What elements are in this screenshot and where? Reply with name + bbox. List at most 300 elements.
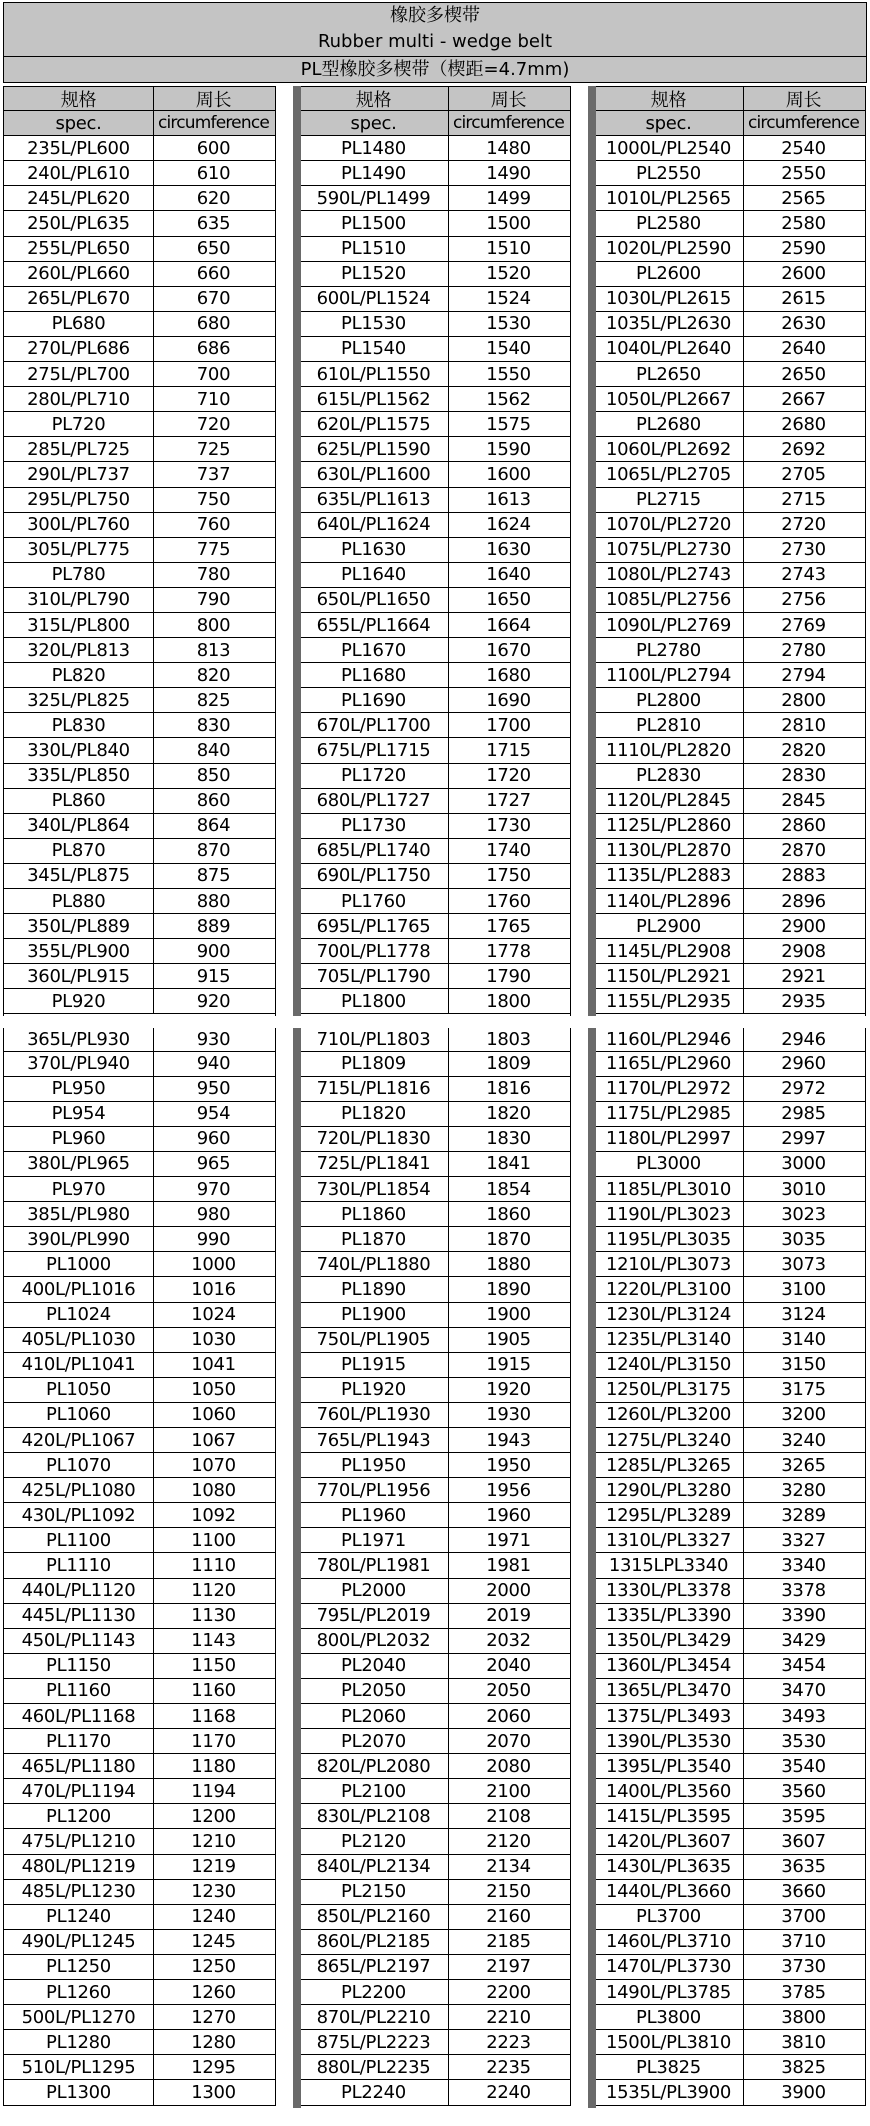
table-row <box>594 1629 865 1654</box>
circumference-cell: 2883 <box>781 865 826 887</box>
spec-cell: 1285L/PL3265 <box>594 1453 744 1477</box>
circumference-cell: 1800 <box>486 990 531 1012</box>
spec-cell: 1010L/PL2565 <box>594 186 744 210</box>
spec-cell: 1100L/PL2794 <box>594 663 744 687</box>
table-row <box>299 713 570 738</box>
table-row <box>299 1428 570 1453</box>
header-row-en <box>4 111 275 136</box>
table-row <box>299 839 570 864</box>
spec-cell: 740L/PL1880 <box>299 1252 449 1276</box>
table-row <box>4 1654 275 1679</box>
spec-cell: 870L/PL2210 <box>299 2005 449 2029</box>
table-row <box>4 1428 275 1453</box>
spec-cell: 830L/PL2108 <box>299 1804 449 1828</box>
spec-cell: 490L/PL1245 <box>4 1930 154 1954</box>
circumference-cell: 3700 <box>781 1906 826 1928</box>
circumference-cell: 2730 <box>781 539 826 561</box>
circumference-cell: 1670 <box>486 639 531 661</box>
circumference-cell: 1530 <box>486 313 531 335</box>
spec-cell: 720L/PL1830 <box>299 1127 449 1151</box>
table-row <box>594 1403 865 1428</box>
circumference-cell: 790 <box>196 589 231 611</box>
spec-cell: PL2060 <box>299 1704 449 1728</box>
header-row-en <box>299 111 570 136</box>
spec-cell: 1065L/PL2705 <box>594 462 744 486</box>
table-row <box>299 1378 570 1403</box>
spec-cell: PL1300 <box>4 2080 154 2104</box>
column-group-3 <box>593 86 866 2106</box>
circumference-cell: 1778 <box>486 940 531 962</box>
table-row <box>299 964 570 989</box>
table-row <box>594 2005 865 2030</box>
spec-cell: 1060L/PL2692 <box>594 437 744 461</box>
circumference-cell: 3730 <box>781 1956 826 1978</box>
column-separator <box>588 86 596 2108</box>
circumference-cell: 1270 <box>191 2006 236 2028</box>
circumference-cell: 1870 <box>486 1228 531 1250</box>
circumference-cell: 1540 <box>486 338 531 360</box>
table-row <box>594 1077 865 1102</box>
spec-cell: 255L/PL650 <box>4 237 154 261</box>
circumference-cell: 2080 <box>486 1755 531 1777</box>
table-row <box>594 1378 865 1403</box>
spec-cell: 780L/PL1981 <box>299 1553 449 1577</box>
circumference-cell: 1575 <box>486 413 531 435</box>
spec-cell: PL970 <box>4 1177 154 1201</box>
circumference-cell: 3470 <box>781 1680 826 1702</box>
circumference-cell: 954 <box>196 1103 231 1125</box>
table-row <box>299 1503 570 1528</box>
spec-cell: 370L/PL940 <box>4 1052 154 1076</box>
table-row <box>299 186 570 211</box>
circumference-cell: 1960 <box>486 1504 531 1526</box>
spec-cell: 385L/PL980 <box>4 1202 154 1226</box>
circumference-cell: 1600 <box>486 463 531 485</box>
spec-cell: 620L/PL1575 <box>299 412 449 436</box>
circumference-cell: 2820 <box>781 739 826 761</box>
table-row <box>594 1202 865 1227</box>
spec-cell: PL2150 <box>299 1880 449 1904</box>
table-row <box>299 613 570 638</box>
spec-cell: 650L/PL1650 <box>299 588 449 612</box>
circumference-cell: 3035 <box>781 1228 826 1250</box>
circumference-cell: 2705 <box>781 463 826 485</box>
circumference-cell: 1562 <box>486 388 531 410</box>
circumference-cell: 2680 <box>781 413 826 435</box>
table-row <box>594 1679 865 1704</box>
circumference-cell: 3390 <box>781 1605 826 1627</box>
table-row <box>299 211 570 236</box>
circumference-cell: 2769 <box>781 614 826 636</box>
spec-cell: 1220L/PL3100 <box>594 1277 744 1301</box>
circumference-cell: 2580 <box>781 213 826 235</box>
table-row <box>4 1077 275 1102</box>
circumference-cell: 775 <box>196 539 231 561</box>
table-row <box>299 1077 570 1102</box>
spec-cell: 710L/PL1803 <box>299 1027 449 1050</box>
circumference-cell: 2900 <box>781 915 826 937</box>
spec-cell: PL1520 <box>299 262 449 286</box>
spec-cell: PL960 <box>4 1127 154 1151</box>
circumference-cell: 3240 <box>781 1429 826 1451</box>
table-row <box>299 237 570 262</box>
spec-cell: 625L/PL1590 <box>299 437 449 461</box>
spec-cell: 1120L/PL2845 <box>594 789 744 813</box>
spec-cell: 715L/PL1816 <box>299 1077 449 1101</box>
spec-cell: 500L/PL1270 <box>4 2005 154 2029</box>
circumference-cell: 1194 <box>191 1780 236 1802</box>
circumference-cell: 1715 <box>486 739 531 761</box>
spec-cell: PL1690 <box>299 688 449 712</box>
spec-cell: 685L/PL1740 <box>299 839 449 863</box>
spec-cell: 1375L/PL3493 <box>594 1704 744 1728</box>
circumference-cell: 1930 <box>486 1404 531 1426</box>
table-row <box>299 287 570 312</box>
table-row <box>594 1955 865 1980</box>
table-row <box>299 914 570 939</box>
spec-cell: 610L/PL1550 <box>299 362 449 386</box>
circumference-cell: 1750 <box>486 865 531 887</box>
table-row <box>299 1353 570 1378</box>
table-row <box>4 488 275 513</box>
circumference-cell: 1499 <box>486 187 531 209</box>
spec-cell: 335L/PL850 <box>4 764 154 788</box>
spec-cell: PL1070 <box>4 1453 154 1477</box>
circumference-cell: 1110 <box>191 1554 236 1576</box>
spec-cell: 1040L/PL2640 <box>594 337 744 361</box>
circumference-cell: 1230 <box>191 1881 236 1903</box>
table-row <box>594 312 865 337</box>
table-row <box>594 1779 865 1804</box>
circumference-cell: 3595 <box>781 1805 826 1827</box>
circumference-cell: 1860 <box>486 1203 531 1225</box>
table-row <box>594 1579 865 1604</box>
circumference-cell: 940 <box>196 1053 231 1075</box>
spec-cell: 440L/PL1120 <box>4 1579 154 1603</box>
table-row <box>594 914 865 939</box>
table-row <box>4 1202 275 1227</box>
table-row <box>594 1052 865 1077</box>
spec-cell: PL1490 <box>299 161 449 185</box>
circumference-cell: 1630 <box>486 539 531 561</box>
circumference-cell: 2985 <box>781 1103 826 1125</box>
table-row <box>4 337 275 362</box>
circumference-cell: 1900 <box>486 1304 531 1326</box>
circumference-cell: 825 <box>196 689 231 711</box>
table-row <box>4 713 275 738</box>
circumference-cell: 1080 <box>191 1479 236 1501</box>
table-row <box>4 1679 275 1704</box>
spec-cell: 260L/PL660 <box>4 262 154 286</box>
circumference-cell: 970 <box>196 1178 231 1200</box>
circumference-cell: 840 <box>196 739 231 761</box>
table-row <box>299 362 570 387</box>
circumference-cell: 3825 <box>781 2056 826 2078</box>
circumference-cell: 1170 <box>191 1730 236 1752</box>
table-row <box>594 1177 865 1202</box>
table-row <box>594 663 865 688</box>
table-row <box>594 1880 865 1905</box>
spec-cell: PL880 <box>4 889 154 913</box>
table-row <box>4 1855 275 1880</box>
table-row <box>4 764 275 789</box>
circumference-cell: 1041 <box>191 1354 236 1376</box>
table-row <box>4 663 275 688</box>
table-row <box>4 1704 275 1729</box>
circumference-cell: 1150 <box>191 1655 236 1677</box>
circumference-cell: 1680 <box>486 664 531 686</box>
table-row <box>4 1026 275 1051</box>
circumference-cell: 1809 <box>486 1053 531 1075</box>
spec-cell: 1310L/PL3327 <box>594 1528 744 1552</box>
circumference-cell: 2040 <box>486 1655 531 1677</box>
circumference-cell: 2870 <box>781 840 826 862</box>
table-row <box>594 1303 865 1328</box>
spec-cell: PL1540 <box>299 337 449 361</box>
circumference-cell: 2550 <box>781 162 826 184</box>
circumference-cell: 1740 <box>486 840 531 862</box>
circumference-cell: 2908 <box>781 940 826 962</box>
table-row <box>299 1704 570 1729</box>
circumference-cell: 3785 <box>781 1981 826 2003</box>
circumference-cell: 1210 <box>191 1831 236 1853</box>
circumference-cell: 980 <box>196 1203 231 1225</box>
circumference-cell: 3900 <box>781 2081 826 2103</box>
table-row <box>4 2030 275 2055</box>
spec-cell: 330L/PL840 <box>4 738 154 762</box>
circumference-cell: 2794 <box>781 664 826 686</box>
table-row <box>4 538 275 563</box>
circumference-cell: 1971 <box>486 1529 531 1551</box>
circumference-cell: 2590 <box>781 238 826 260</box>
circumference-cell: 1727 <box>486 790 531 812</box>
spec-cell: PL1510 <box>299 237 449 261</box>
spec-cell: PL720 <box>4 412 154 436</box>
table-subtitle: Rubber multi - wedge belt <box>3 27 867 57</box>
spec-cell: 450L/PL1143 <box>4 1629 154 1653</box>
circumference-cell: 670 <box>196 288 231 310</box>
spec-cell: PL1800 <box>299 989 449 1013</box>
spec-header-en: spec. <box>594 111 744 135</box>
circumference-cell: 660 <box>196 263 231 285</box>
table-row <box>594 1478 865 1503</box>
table-row <box>4 1177 275 1202</box>
table-row <box>4 1579 275 1604</box>
table-row <box>299 789 570 814</box>
circumference-cell: 920 <box>196 990 231 1012</box>
spec-cell: 510L/PL1295 <box>4 2055 154 2079</box>
spec-cell: PL920 <box>4 989 154 1013</box>
circumference-cell: 1920 <box>486 1379 531 1401</box>
table-row <box>594 287 865 312</box>
circumference-cell: 813 <box>196 639 231 661</box>
circumference-cell: 880 <box>196 890 231 912</box>
table-row <box>299 864 570 889</box>
circumference-cell: 1092 <box>191 1504 236 1526</box>
circumference-cell: 3560 <box>781 1780 826 1802</box>
table-row <box>299 1328 570 1353</box>
spec-cell: 630L/PL1600 <box>299 462 449 486</box>
circumference-cell: 700 <box>196 363 231 385</box>
circumference-cell: 760 <box>196 514 231 536</box>
circumference-cell: 1690 <box>486 689 531 711</box>
circumference-cell: 3124 <box>781 1304 826 1326</box>
spec-cell: PL1170 <box>4 1729 154 1753</box>
table-row <box>594 1328 865 1353</box>
circumference-cell: 2810 <box>781 714 826 736</box>
spec-cell: PL2600 <box>594 262 744 286</box>
spec-cell: 615L/PL1562 <box>299 387 449 411</box>
circumference-cell: 680 <box>196 313 231 335</box>
table-row <box>4 1052 275 1077</box>
table-row <box>594 1428 865 1453</box>
table-row <box>594 1252 865 1277</box>
spec-cell: 320L/PL813 <box>4 638 154 662</box>
circumference-cell: 725 <box>196 438 231 460</box>
table-row <box>594 1152 865 1177</box>
circumference-cell: 1024 <box>191 1304 236 1326</box>
table-row <box>4 1804 275 1829</box>
circumference-cell: 3000 <box>781 1153 826 1175</box>
circumference-cell: 1730 <box>486 815 531 837</box>
circumference-cell: 2160 <box>486 1906 531 1928</box>
table-row <box>4 1303 275 1328</box>
spec-cell: PL954 <box>4 1102 154 1126</box>
table-row <box>4 1127 275 1152</box>
table-row <box>4 312 275 337</box>
table-row <box>594 337 865 362</box>
table-row <box>4 839 275 864</box>
circumference-cell: 620 <box>196 187 231 209</box>
table-row <box>594 161 865 186</box>
circumference-cell: 3378 <box>781 1580 826 1602</box>
spec-cell: 250L/PL635 <box>4 211 154 235</box>
table-row <box>4 814 275 839</box>
spec-cell: 350L/PL889 <box>4 914 154 938</box>
circumference-cell: 2134 <box>486 1856 531 1878</box>
header-row-cn <box>299 86 570 111</box>
spec-cell: PL1860 <box>299 1202 449 1226</box>
spec-cell: PL680 <box>4 312 154 336</box>
table-row <box>299 2030 570 2055</box>
table-row <box>594 1553 865 1578</box>
table-row <box>299 387 570 412</box>
spec-cell: 730L/PL1854 <box>299 1177 449 1201</box>
spec-cell: 1415L/PL3595 <box>594 1804 744 1828</box>
spec-cell: 670L/PL1700 <box>299 713 449 737</box>
spec-cell: PL1720 <box>299 764 449 788</box>
circumference-cell: 1550 <box>486 363 531 385</box>
spec-cell: 1125L/PL2860 <box>594 814 744 838</box>
circumference-cell: 2060 <box>486 1705 531 1727</box>
circumference-cell: 2896 <box>781 890 826 912</box>
spec-cell: 770L/PL1956 <box>299 1478 449 1502</box>
spec-cell: 1440L/PL3660 <box>594 1880 744 1904</box>
table-row <box>4 211 275 236</box>
circumference-cell: 1050 <box>191 1379 236 1401</box>
table-row <box>594 362 865 387</box>
table-row <box>299 1579 570 1604</box>
table-row <box>299 462 570 487</box>
table-row <box>4 1102 275 1127</box>
table-row <box>4 613 275 638</box>
circumference-cell: 2720 <box>781 514 826 536</box>
table-row <box>299 814 570 839</box>
circumference-cell: 2715 <box>781 489 826 511</box>
spec-cell: 1240L/PL3150 <box>594 1353 744 1377</box>
spec-cell: 485L/PL1230 <box>4 1880 154 1904</box>
spec-cell: PL1480 <box>299 136 449 160</box>
table-row <box>594 864 865 889</box>
circumference-cell: 2000 <box>486 1580 531 1602</box>
circumference-header-cn: 周长 <box>195 89 232 111</box>
spec-cell: 1135L/PL2883 <box>594 864 744 888</box>
circumference-cell: 3429 <box>781 1630 826 1652</box>
table-row <box>4 362 275 387</box>
table-row <box>299 437 570 462</box>
spec-cell: 880L/PL2235 <box>299 2055 449 2079</box>
circumference-cell: 1816 <box>486 1078 531 1100</box>
table-row <box>299 1553 570 1578</box>
spec-cell: 1050L/PL2667 <box>594 387 744 411</box>
table-row <box>4 1478 275 1503</box>
table-row <box>4 588 275 613</box>
spec-cell: 1035L/PL2630 <box>594 312 744 336</box>
spec-cell: 675L/PL1715 <box>299 738 449 762</box>
circumference-header-cn: 周长 <box>490 89 527 111</box>
spec-cell: 1155L/PL2935 <box>594 989 744 1013</box>
spec-cell: 795L/PL2019 <box>299 1604 449 1628</box>
spec-cell: 1250L/PL3175 <box>594 1378 744 1402</box>
table-row <box>4 1277 275 1302</box>
table-row <box>594 1980 865 2005</box>
spec-cell: PL1820 <box>299 1102 449 1126</box>
spec-cell: 1390L/PL3530 <box>594 1729 744 1753</box>
circumference-cell: 2185 <box>486 1931 531 1953</box>
table-row <box>594 688 865 713</box>
spec-cell: 840L/PL2134 <box>299 1855 449 1879</box>
circumference-cell: 2100 <box>486 1780 531 1802</box>
spec-cell: 400L/PL1016 <box>4 1277 154 1301</box>
circumference-cell: 2935 <box>781 990 826 1012</box>
table-row <box>594 437 865 462</box>
spec-cell: PL2100 <box>299 1779 449 1803</box>
spec-cell: 1085L/PL2756 <box>594 588 744 612</box>
table-row <box>4 1152 275 1177</box>
spec-cell: PL1670 <box>299 638 449 662</box>
table-row <box>594 2030 865 2055</box>
spec-cell: 280L/PL710 <box>4 387 154 411</box>
circumference-cell: 1245 <box>191 1931 236 1953</box>
circumference-cell: 635 <box>196 213 231 235</box>
spec-cell: 1180L/PL2997 <box>594 1127 744 1151</box>
spec-cell: 1020L/PL2590 <box>594 237 744 261</box>
circumference-cell: 720 <box>196 413 231 435</box>
table-row <box>299 1152 570 1177</box>
spec-cell: 590L/PL1499 <box>299 186 449 210</box>
table-row <box>299 1804 570 1829</box>
table-row <box>4 186 275 211</box>
spec-cell: PL820 <box>4 663 154 687</box>
spec-cell: 295L/PL750 <box>4 488 154 512</box>
spec-cell: 380L/PL965 <box>4 1152 154 1176</box>
spec-cell: 1490L/PL3785 <box>594 1980 744 2004</box>
table-row <box>299 1403 570 1428</box>
circumference-cell: 1524 <box>486 288 531 310</box>
table-row <box>4 1905 275 1930</box>
spec-cell: 875L/PL2223 <box>299 2030 449 2054</box>
table-row <box>594 1855 865 1880</box>
